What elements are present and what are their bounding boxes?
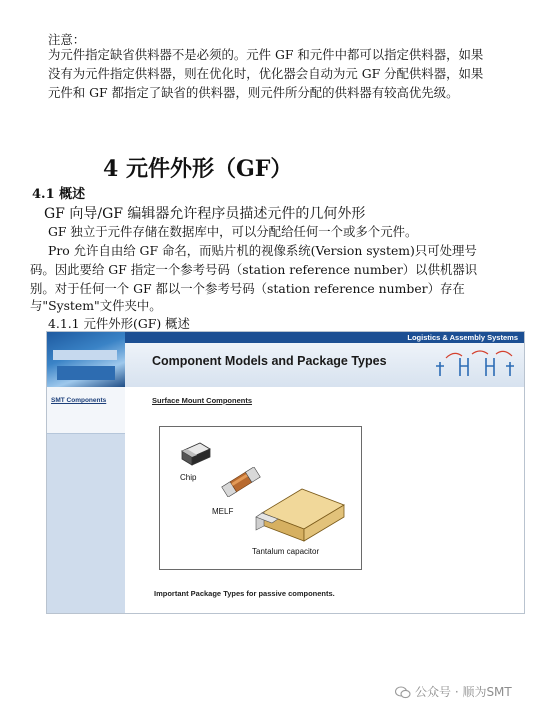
- wechat-icon: [395, 686, 411, 699]
- body-line-2: Pro 允许自由给 GF 命名，而贴片机的视像系统(Version system)只可处理号: [48, 243, 477, 258]
- slide-footer-note: Important Package Types for passive components.: [154, 589, 335, 598]
- figure-caption: 4.1.1 元件外形(GF) 概述: [48, 316, 190, 331]
- tantalum-label: Tantalum capacitor: [252, 547, 320, 556]
- note-line-1: 为元件指定缺省供料器不是必须的。元件 GF 和元件中都可以指定供料器，如果: [48, 47, 484, 62]
- section-intro: GF 向导/GF 编辑器允许程序员描述元件的几何外形: [44, 206, 366, 222]
- surface-mount-heading: Surface Mount Components: [152, 396, 253, 405]
- slide-header-photo: [47, 332, 125, 387]
- chip-label: Chip: [180, 473, 197, 482]
- body-line-5: 与"System"文件夹中。: [30, 298, 162, 313]
- slide-title: Component Models and Package Types: [152, 354, 387, 368]
- component-diagram: [159, 426, 362, 570]
- sub-section-title: 4.1 概述: [32, 187, 86, 202]
- body-line-3: 码。因此要给 GF 指定一个参考号码（station reference number）以供机器识: [30, 262, 478, 277]
- slide-top-bar: [125, 332, 524, 343]
- body-line-4: 别。对于任何一个 GF 都以一个参考号码（station reference number）存在: [30, 281, 465, 296]
- sidebar-item-smt-components: SMT Components: [51, 397, 107, 404]
- assembly-logo-icon: [434, 348, 520, 382]
- watermark-text: 公众号 · 顺为SMT: [415, 685, 512, 699]
- note-heading: 注意：: [48, 32, 86, 47]
- body-line-1: GF 独立于元件存储在数据库中，可以分配给任何一个或多个元件。: [48, 224, 418, 239]
- slide-top-bar-text: Logistics & Assembly Systems: [407, 333, 518, 342]
- note-line-3: 元件和 GF 都指定了缺省的供料器，则元件所分配的供料器有较高优先级。: [48, 85, 459, 100]
- slide-figure: [46, 331, 525, 614]
- tantalum-capacitor-icon: [252, 483, 360, 543]
- watermark: [395, 683, 512, 700]
- note-line-2: 没有为元件指定供料器，则在优化时，优化器会自动为元 GF 分配供料器，如果: [48, 66, 484, 81]
- melf-label: MELF: [212, 507, 234, 516]
- chip-component-icon: [178, 439, 214, 469]
- section-title: 4 元件外形（GF）: [103, 156, 293, 182]
